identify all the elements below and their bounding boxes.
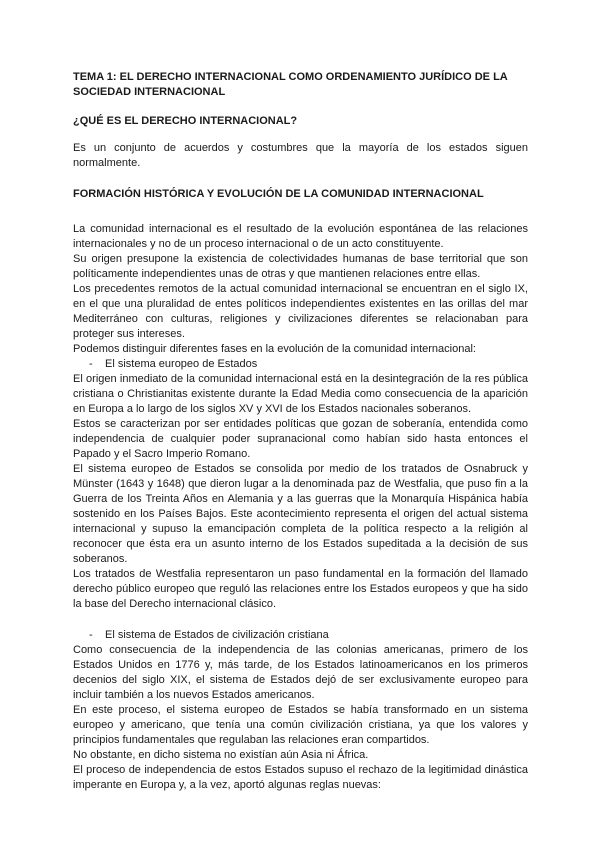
paragraph: En este proceso, el sistema europeo de Estados se había transformado en un sistema europeo y americano, que tenía una común civilización cristiana, ya que los valores y principios fundamentales que regulaban las relaciones eran compartidos. [73, 704, 528, 746]
paragraph: Podemos distinguir diferentes fases en la evolución de la comunidad internacional: [73, 343, 476, 355]
paragraph: No obstante, en dicho sistema no existían aún Asia ni África. [73, 749, 369, 761]
document-title: TEMA 1: EL DERECHO INTERNACIONAL COMO ORDENAMIENTO JURÍDICO DE LA SOCIEDAD INTERNACIONAL [73, 71, 508, 98]
bullet-label: El sistema de Estados de civilización cristiana [105, 629, 329, 641]
bullet-label: El sistema europeo de Estados [105, 358, 258, 370]
paragraph: La comunidad internacional es el resultado de la evolución espontánea de las relaciones internacionales y no de un proceso internacional o de un acto constituyente. [73, 223, 528, 250]
bullet-item [73, 628, 528, 643]
bullet-dash: - [89, 629, 93, 641]
paragraph: Su origen presupone la existencia de colectividades humanas de base territorial que son políticamente independientes unas de otras y que mantienen relaciones entre ellas. [73, 253, 528, 280]
paragraph: El origen inmediato de la comunidad internacional está en la desintegración de la res pública cristiana o Christianitas existente durante la Edad Media como consecuencia de la aparición en Europa a lo largo de los siglos XV y XVI de los Estados nacionales soberanos. [73, 373, 528, 415]
document-page [73, 70, 528, 793]
paragraph: El sistema europeo de Estados se consolida por medio de los tratados de Osnabruck y Münster (1643 y 1648) que dieron lugar a la denominada paz de Westfalia, que puso fin a la Guerra de los Treinta Años en Alemania y a las guerras que la Monarquía Hispánica había sostenido en los Países Bajos. Este acontecimiento representa el origen del actual sistema internacional y supuso la emancipación completa de la política respecto a la religión al reconocer que ésta era un asunto interno de los Estados supeditada a la decisión de sus soberanos. [73, 463, 528, 565]
question-paragraph: Es un conjunto de acuerdos y costumbres que la mayoría de los estados siguen normalmente. [73, 142, 528, 169]
paragraph: El proceso de independencia de estos Estados supuso el rechazo de la legitimidad dinástica imperante en Europa y, a la vez, aportó algunas reglas nuevas: [73, 764, 528, 791]
paragraph: Los precedentes remotos de la actual comunidad internacional se encuentran en el siglo IX, en el que una pluralidad de entes políticos independientes existentes en las orillas del mar Mediterráneo con culturas, religiones y civilizaciones diferentes se relacionaban para proteger sus intereses. [73, 283, 528, 340]
bullet-dash: - [89, 358, 93, 370]
section-heading: FORMACIÓN HISTÓRICA Y EVOLUCIÓN DE LA COMUNIDAD INTERNACIONAL [73, 188, 484, 200]
paragraph: Los tratados de Westfalia representaron un paso fundamental en la formación del llamado derecho público europeo que reguló las relaciones entre los Estados europeos y que ha sido la base del Derecho internacional clásico. [73, 568, 528, 610]
paragraph: Como consecuencia de la independencia de las colonias americanas, primero de los Estados Unidos en 1776 y, más tarde, de los Estados latinoamericanos en los primeros decenios del siglo XIX, el sistema de Estados dejó de ser exclusivamente europeo para incluir también a los nuevos Estados americanos. [73, 644, 528, 701]
bullet-item [73, 357, 528, 372]
paragraph: Estos se caracterizan por ser entidades políticas que gozan de soberanía, entendida como independencia de cualquier poder supranacional como habían sido hasta entonces el Papado y el Sacro Imperio Romano. [73, 418, 528, 460]
question-heading: ¿QUÉ ES EL DERECHO INTERNACIONAL? [73, 115, 298, 127]
